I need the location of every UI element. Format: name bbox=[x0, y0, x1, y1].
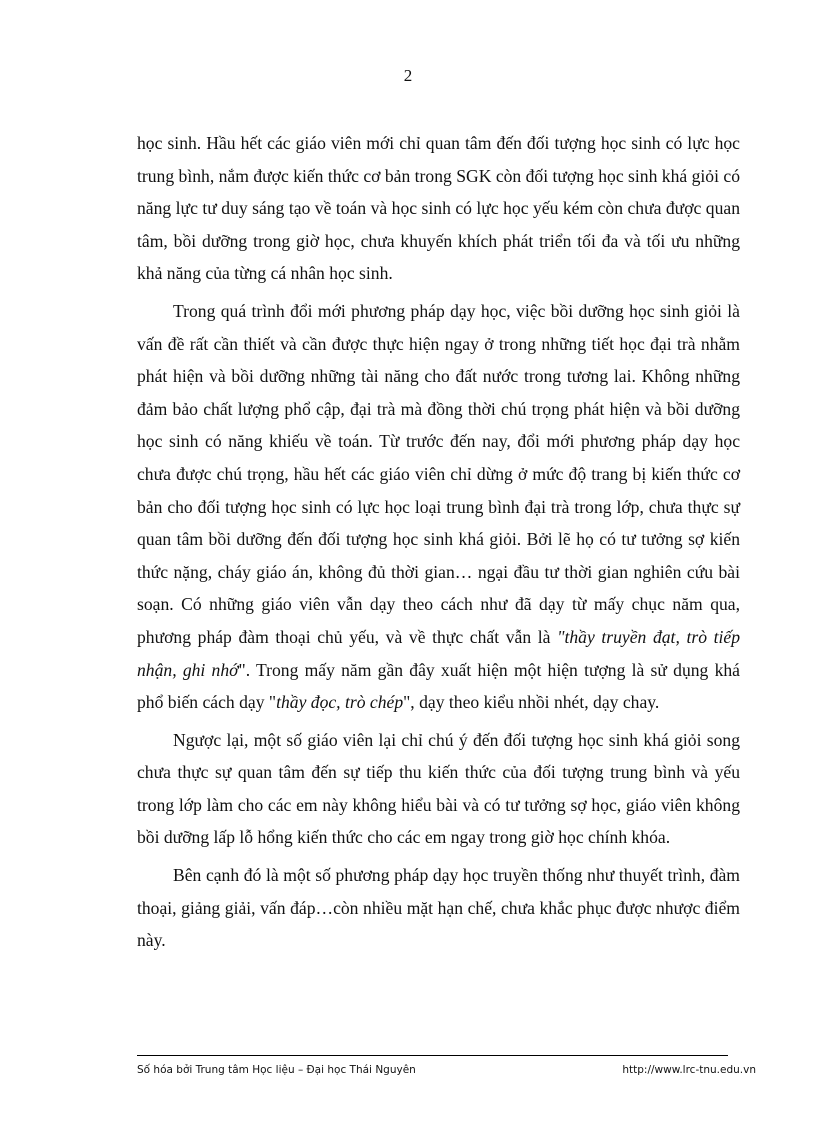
paragraph-2-italic-quote-2: thầy đọc, trò chép bbox=[276, 692, 404, 713]
paragraph-2-italic-quote-1: "thầy truyền đạt, trò tiếp nhận, ghi nhớ bbox=[137, 626, 741, 680]
paragraph-4-text: Bên cạnh đó là một số phương pháp dạy học truyền thống như thuyết trình, đàm thoại, giảng giải, vấn đáp…còn nhiều mặt hạn chế, chưa khắc phục được nhược điểm này. bbox=[137, 865, 740, 951]
paragraph-1-text: học sinh. Hầu hết các giáo viên mới chỉ quan tâm đến đối tượng học sinh có lực học trung bình, nắm được kiến thức cơ bản trong SGK còn đối tượng học sinh khá giỏi có năng lực tư duy sáng tạo về toán và học sinh có lực học yếu kém còn chưa được quan tâm, bồi dưỡng trong giờ học, chưa khuyến khích phát triển tối đa và tối ưu những khả năng của từng cá nhân học sinh. bbox=[137, 133, 740, 284]
footer-url: http://www.lrc-tnu.edu.vn bbox=[622, 1064, 756, 1076]
body-text bbox=[137, 127, 740, 962]
paragraph-2-text-end: ", dạy theo kiểu nhồi nhét, dạy chay. bbox=[403, 692, 660, 713]
paragraph-3-text: Ngược lại, một số giáo viên lại chỉ chú ý đến đối tượng học sinh khá giỏi song chưa thực sự quan tâm đến sự tiếp thu kiến thức của đối tượng trung bình và yếu trong lớp làm cho các em này không hiểu bài và có tư tưởng sợ học, giáo viên không bồi dưỡng lấp lỗ hổng kiến thức cho các em ngay trong giờ học chính khóa. bbox=[137, 729, 740, 848]
paragraph-4 bbox=[137, 859, 740, 957]
paragraph-1 bbox=[137, 127, 740, 290]
footer-divider bbox=[137, 1055, 728, 1056]
page-number: 2 bbox=[403, 66, 413, 85]
paragraph-2-text: Trong quá trình đổi mới phương pháp dạy học, việc bồi dưỡng học sinh giỏi là vấn đề rất cần thiết và cần được thực hiện ngay ở trong những tiết học đại trà nhằm phát hiện và bồi dưỡng những tài năng cho đất nước trong tương lai. Không những đảm bảo chất lượng phổ cập, đại trà mà đồng thời chú trọng phát hiện và bồi dưỡng học sinh có năng khiếu về toán. Từ trước đến nay, đổi mới phương pháp dạy học chưa được chú trọng, hầu hết các giáo viên chỉ dừng ở mức độ trang bị kiến thức cơ bản cho đối tượng học sinh có lực học loại trung bình đại trà trong lớp, chưa thực sự quan tâm bồi dưỡng đến đối tượng học sinh khá giỏi. Bởi lẽ họ có tư tưởng sợ kiến thức nặng, cháy giáo án, không đủ thời gian… ngại đầu tư thời gian nghiên cứu bài soạn. Có những giáo viên vẫn dạy theo cách như đã dạy từ mấy chục năm qua, phương pháp đàm thoại chủ yếu, và về thực chất vẫn là bbox=[137, 300, 740, 647]
footer-source-text: Số hóa bởi Trung tâm Học liệu – Đại học Thái Nguyên bbox=[137, 1064, 416, 1076]
paragraph-2 bbox=[137, 295, 740, 719]
paragraph-3 bbox=[137, 724, 740, 854]
paragraph-2-text-continued: ". Trong mấy năm gần đây xuất hiện một hiện tượng là sử dụng khá phổ biến cách dạy " bbox=[137, 659, 740, 713]
